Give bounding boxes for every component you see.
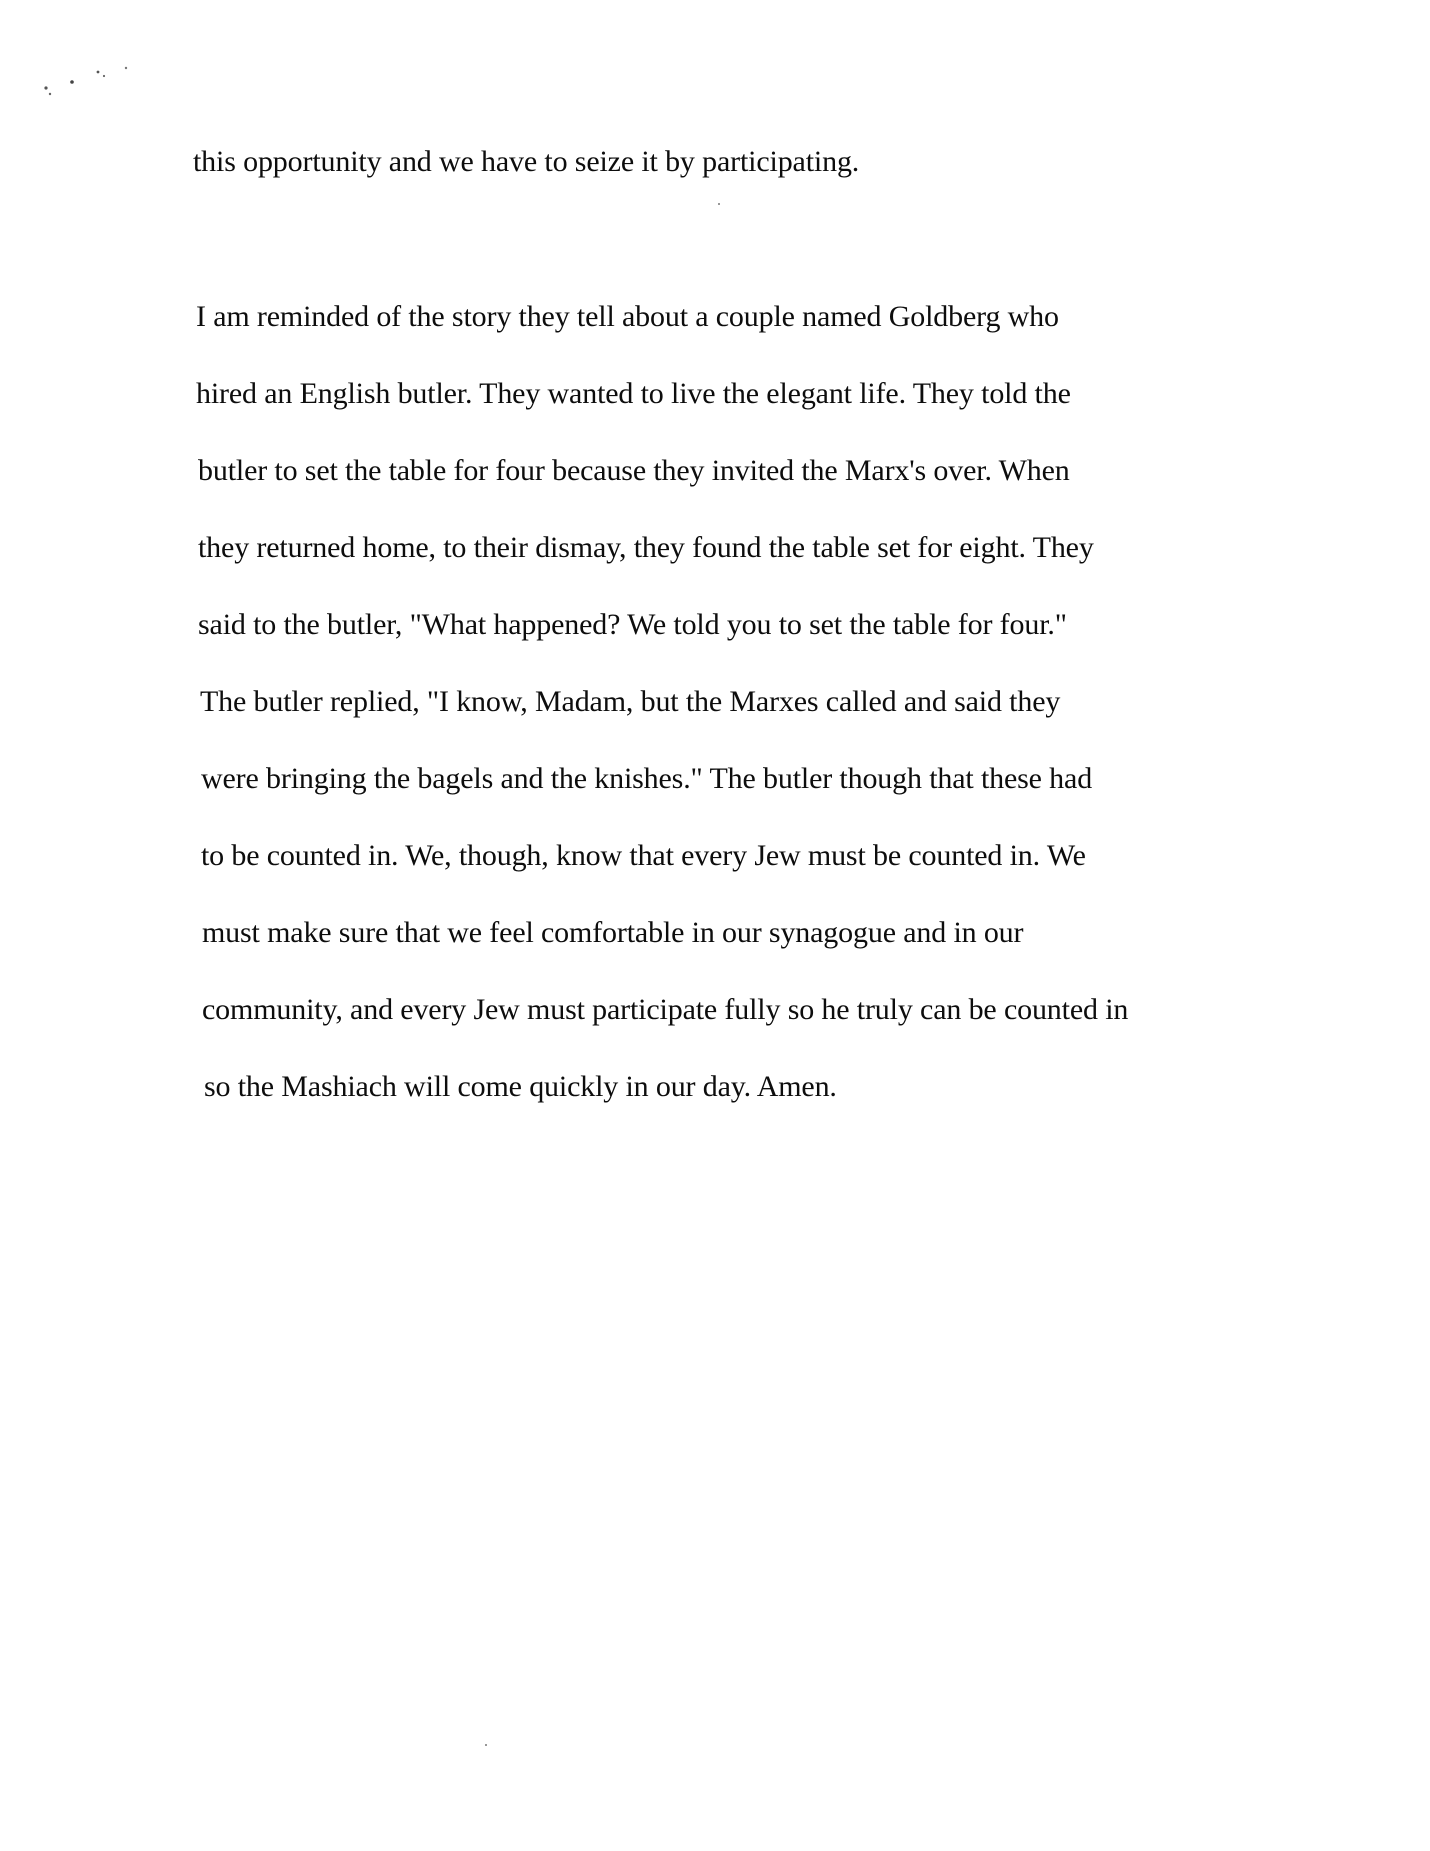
paragraph-2-line-7: were bringing the bagels and the knishes." The butler though that these had xyxy=(201,762,1093,795)
scan-specks xyxy=(38,60,148,110)
paragraph-2-line-11: so the Mashiach will come quickly in our day. Amen. xyxy=(204,1070,837,1103)
paragraph-2-line-9: must make sure that we feel comfortable in our synagogue and in our xyxy=(202,916,1024,949)
paragraph-2-line-2: hired an English butler. They wanted to live the elegant life. They told the xyxy=(196,377,1071,410)
paragraph-2-line-4: they returned home, to their dismay, they found the table set for eight. They xyxy=(198,531,1094,564)
scan-speck xyxy=(718,203,720,205)
paragraph-2-line-3: butler to set the table for four because they invited the Marx's over. When xyxy=(198,454,1070,487)
scan-speck xyxy=(485,1744,487,1746)
paragraph-2-line-10: community, and every Jew must participate fully so he truly can be counted in xyxy=(202,993,1129,1026)
paragraph-1-line-1: this opportunity and we have to seize it by participating. xyxy=(193,145,860,178)
paragraph-2-line-8: to be counted in. We, though, know that every Jew must be counted in. We xyxy=(201,839,1086,872)
paragraph-2-line-1: I am reminded of the story they tell about a couple named Goldberg who xyxy=(196,300,1059,333)
paragraph-2-line-6: The butler replied, "I know, Madam, but the Marxes called and said they xyxy=(200,685,1061,718)
paragraph-2-line-5: said to the butler, "What happened? We told you to set the table for four." xyxy=(198,608,1067,641)
